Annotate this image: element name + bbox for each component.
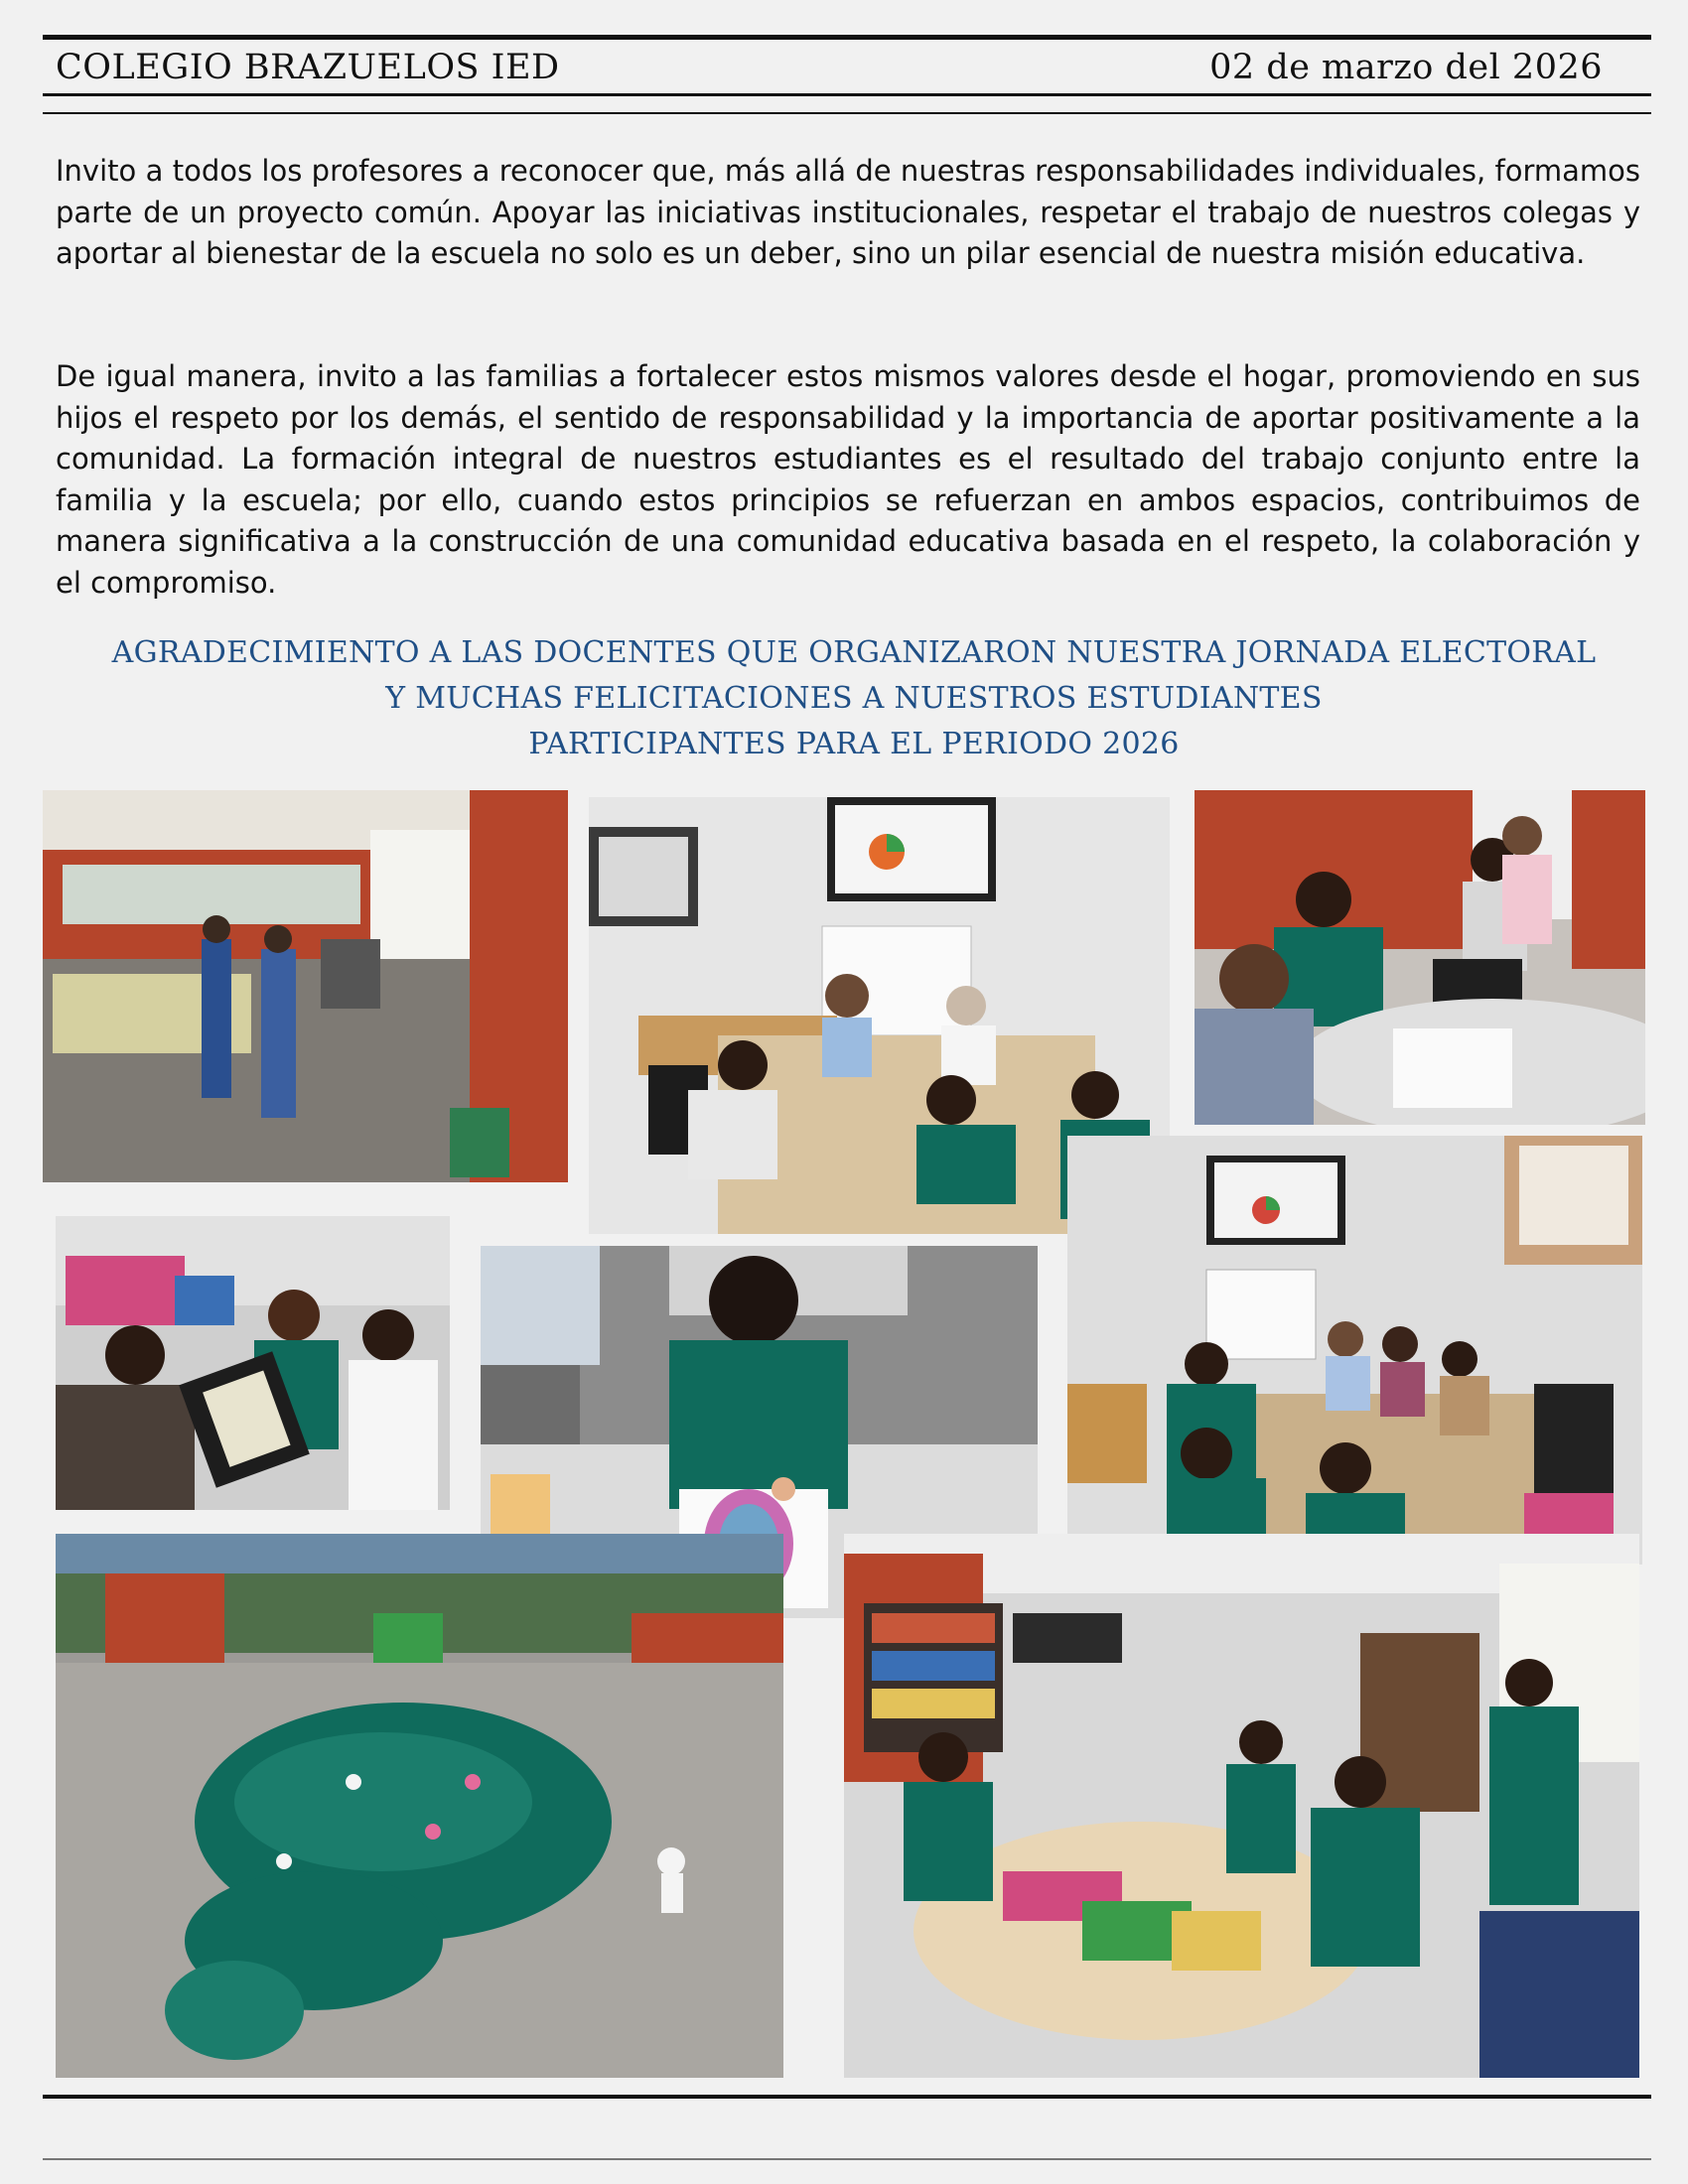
headline bbox=[40, 630, 1668, 767]
headline-line-3: PARTICIPANTES PARA EL PERIODO 2026 bbox=[528, 727, 1180, 761]
header-top-rule bbox=[43, 35, 1651, 40]
photo-library-reading bbox=[844, 1534, 1639, 2078]
photo-classroom-queue bbox=[43, 790, 568, 1182]
header-bottom-rule bbox=[43, 112, 1651, 114]
headline-line-1: AGRADECIMIENTO A LAS DOCENTES QUE ORGANIZARON NUESTRA JORNADA ELECTORAL bbox=[111, 635, 1597, 670]
paragraph-teachers: Invito a todos los profesores a reconocer que, más allá de nuestras responsabilidades individuales, formamos parte de un proyecto común. Apoyar las iniciativas institucionales, respetar el trabajo de nuestros colegas y aportar al bienestar de la escuela no solo es un deber, sino un pilar esencial de nuestra misión educativa. bbox=[56, 154, 1640, 270]
photo-school-yard-assembly bbox=[56, 1534, 783, 2078]
headline-line-2: Y MUCHAS FELICITACIONES A NUESTROS ESTUDIANTES bbox=[385, 681, 1323, 716]
photo-students-laptop bbox=[1195, 790, 1645, 1125]
photo-parent-laptop bbox=[56, 1216, 450, 1510]
header-mid-rule bbox=[43, 93, 1651, 96]
footer-bottom-rule bbox=[43, 2158, 1651, 2160]
paragraph-families: De igual manera, invito a las familias a fortalecer estos mismos valores desde el hogar, promoviendo en sus hijos el respeto por los demás, el sentido de responsabilidad y la importancia de aportar positivamente a la comunidad. La formación integral de nuestros estudiantes es el resultado del trabajo conjunto entre la familia y la escuela; por ello, cuando estos principios se refuerzan en ambos espacios, contribuimos de manera significativa a la construcción de una comunidad educativa basada en el respeto, la colaboración y el compromiso. bbox=[56, 359, 1640, 600]
footer-rule bbox=[43, 2095, 1651, 2099]
photo-electoral-meeting bbox=[1067, 1136, 1642, 1565]
issue-date: 02 de marzo del 2026 bbox=[1209, 48, 1603, 87]
school-name: COLEGIO BRAZUELOS IED bbox=[56, 48, 560, 87]
